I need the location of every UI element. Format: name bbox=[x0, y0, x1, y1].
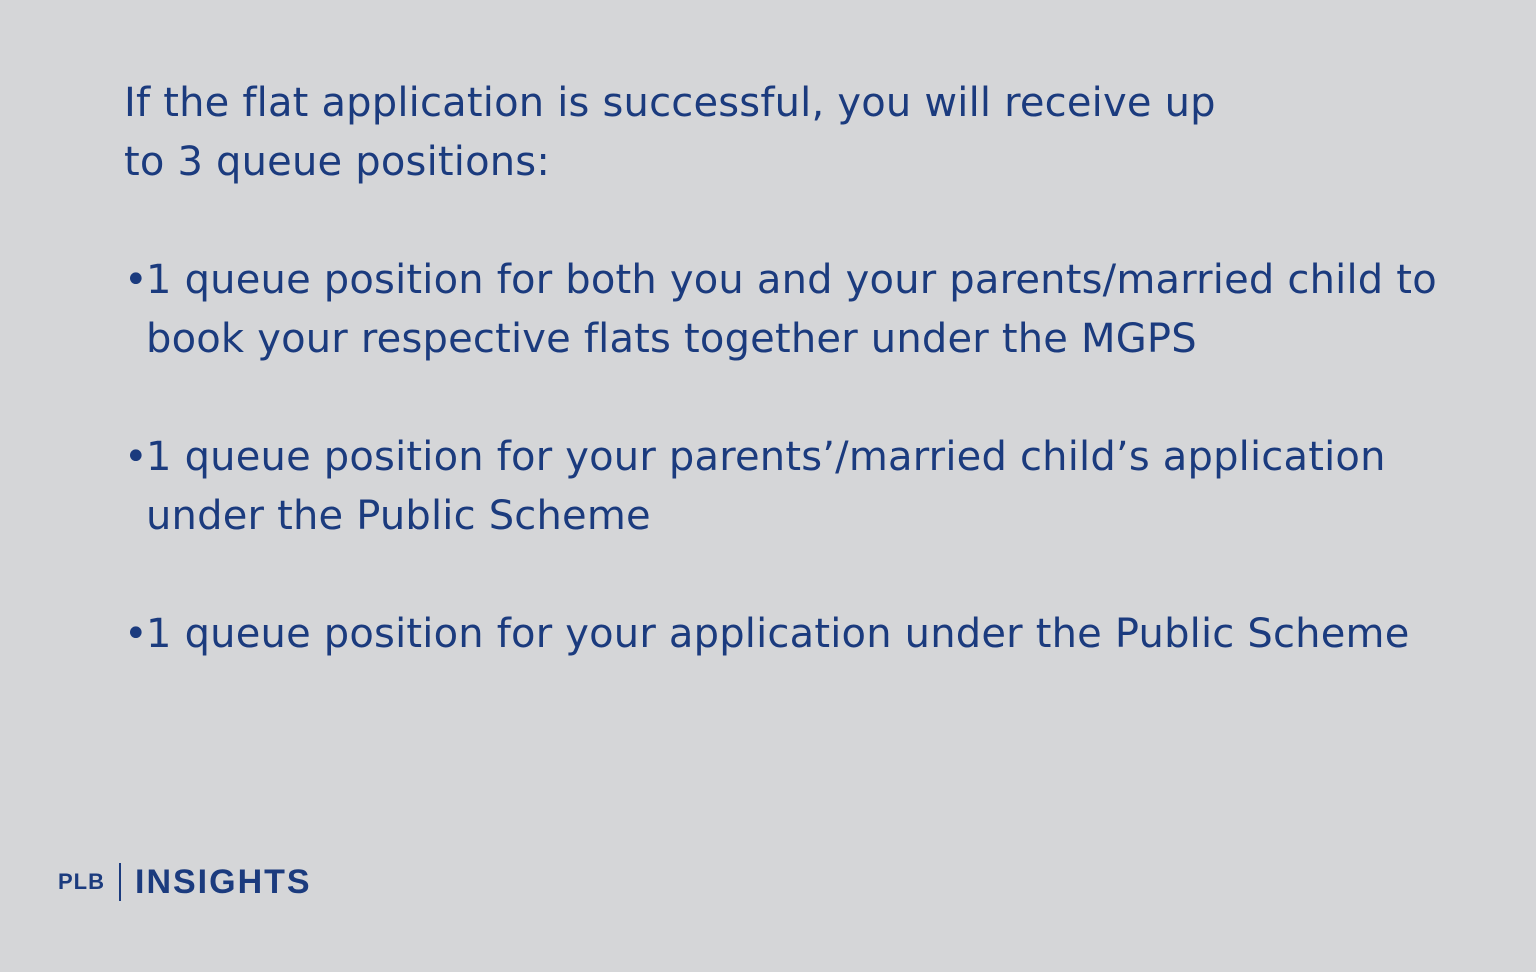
list-item-text: 1 queue position for your parents’/married child’s application under the Public Scheme bbox=[146, 434, 1386, 539]
logo-insights-text: INSIGHTS bbox=[135, 862, 312, 901]
intro-line-2: to 3 queue positions: bbox=[124, 139, 551, 185]
plb-insights-logo bbox=[58, 860, 312, 904]
bullet-icon: • bbox=[124, 434, 148, 480]
bullet-icon: • bbox=[124, 257, 148, 303]
logo-divider bbox=[119, 863, 121, 901]
list-item-text: 1 queue position for both you and your parents/married child to book your respective flats together under the MGPS bbox=[146, 257, 1437, 362]
intro-line-1: If the flat application is successful, you will receive up bbox=[124, 80, 1216, 126]
logo-plb-text: PLB bbox=[58, 869, 105, 894]
list-item bbox=[124, 428, 1444, 546]
bullet-icon: • bbox=[124, 611, 148, 657]
list-item bbox=[124, 605, 1444, 664]
list-item bbox=[124, 251, 1444, 369]
intro-paragraph bbox=[124, 74, 1444, 192]
queue-position-list bbox=[124, 251, 1444, 664]
list-item-text: 1 queue position for your application under the Public Scheme bbox=[146, 611, 1410, 657]
main-content bbox=[124, 74, 1444, 664]
